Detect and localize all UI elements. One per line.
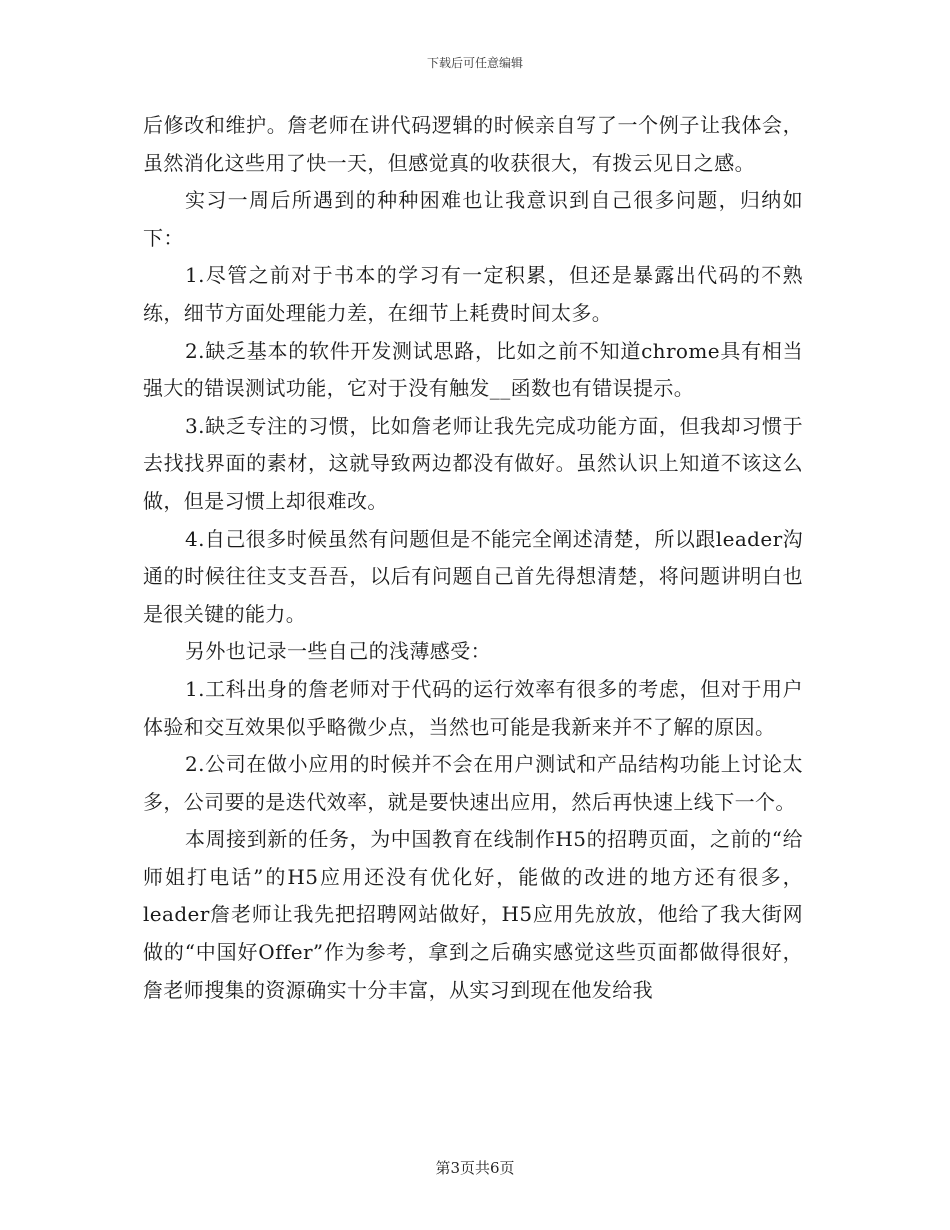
list-item: 1.工科出身的詹老师对于代码的运行效率有很多的考虑，但对于用户体验和交互效果似乎略微少点，当然也可能是我新来并不了解的原因。	[143, 676, 803, 739]
page-number: 第3页共6页	[435, 1159, 515, 1177]
list-item: 1.尽管之前对于书本的学习有一定积累，但还是暴露出代码的不熟练，细节方面处理能力差，在细节上耗费时间太多。	[143, 263, 803, 325]
list-item: 2.缺乏基本的软件开发测试思路，比如之前不知道chrome具有相当强大的错误测试功能，它对于没有触发__函数也有错误提示。	[143, 338, 803, 401]
list-item: 2.公司在做小应用的时候并不会在用户测试和产品结构功能上讨论太多，公司要的是迭代效率，就是要快速出应用，然后再快速上线下一个。	[143, 752, 803, 814]
paragraph: 后修改和维护。詹老师在讲代码逻辑的时候亲自写了一个例子让我体会，虽然消化这些用了快一天，但感觉真的收获很大，有拨云见日之感。	[143, 113, 803, 175]
paragraph: 本周接到新的任务，为中国教育在线制作H5的招聘页面，之前的“给师姐打电话”的H5应用还没有优化好，能做的改进的地方还有很多，leader詹老师让我先把招聘网站做好，H5应用先放放，他给了我大街网做的“中国好Offer”作为参考，拿到之后确实感觉这些页面都做得很好，詹老师搜集的资源确实十分丰富，从实习到现在他发给我	[143, 827, 803, 1002]
list-item: 3.缺乏专注的习惯，比如詹老师让我先完成功能方面，但我却习惯于去找找界面的素材，这就导致两边都没有做好。虽然认识上知道不该这么做，但是习惯上却很难改。	[143, 413, 803, 513]
paragraph: 另外也记录一些自己的浅薄感受：	[185, 639, 491, 664]
list-item: 4.自己很多时候虽然有问题但是不能完全阐述清楚，所以跟leader沟通的时候往往支支吾吾，以后有问题自己首先得想清楚，将问题讲明白也是很关键的能力。	[143, 526, 803, 626]
page-header: 下载后可任意编辑	[426, 56, 523, 70]
paragraph: 实习一周后所遇到的种种困难也让我意识到自己很多问题，归纳如下：	[143, 188, 803, 250]
document-body	[143, 107, 803, 1009]
